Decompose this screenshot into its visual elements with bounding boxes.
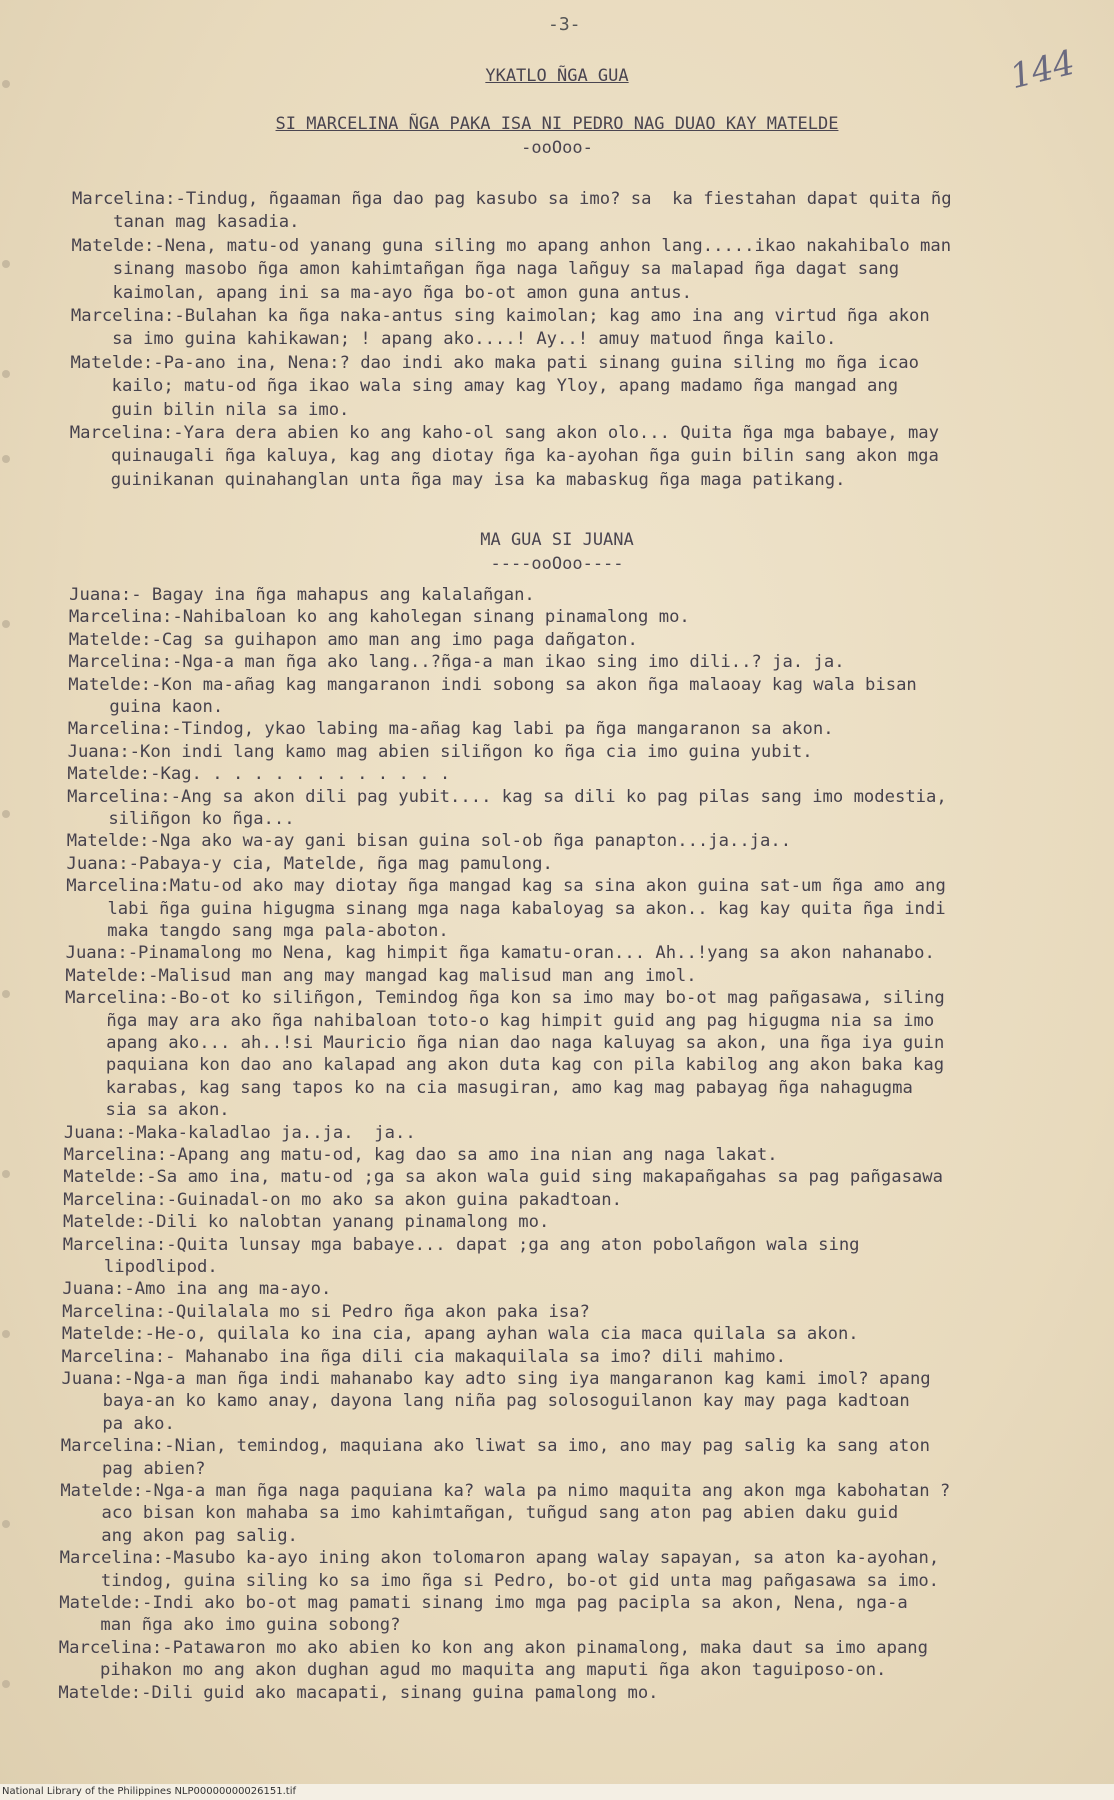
dialogue-line: Marcelina:-Quilalala mo si Pedro ñga akon paka isa? — [62, 1301, 590, 1322]
dialogue-line: Marcelina:-Patawaron mo ako abien ko kon ang akon pinamalong, maka daut sa imo apang — [58, 1637, 929, 1658]
dialogue-line: ñga may ara ako ñga nahibaloan toto-o kag himpit guid ang pag higugma nia sa imo — [64, 1010, 935, 1031]
dialogue-line: Matelde:-Pa-ano ina, Nena:? dao indi ako maka pati sinang guina siling mo ñga icao — [70, 352, 919, 373]
dialogue-line: Marcelina:-Tindug, ñgaaman ñga dao pag kasubo sa imo? sa ka fiestahan dapat quita ñg — [72, 189, 952, 209]
dialogue-line: sinang masobo ñga amon kahimtañgan ñga naga lañguy sa malapad ñga dagat sang — [71, 259, 900, 280]
dialogue-line: Marcelina:Matu-od ako may diotay ñga mangad kag sa sina akon guina sat-um ñga amo ang — [66, 876, 946, 897]
dialogue-line: Marcelina:-Nga-a man ñga ako lang..?ñga-a man ikao sing imo dili..? ja. ja. — [68, 652, 845, 673]
dialogue-line: karabas, kag sang tapos ko na cia masugiran, amo kag mag pabayag ñga nahagugma — [64, 1077, 913, 1098]
dialogue-line: Juana:-Pinamalong mo Nena, kag himpit ñga kamatu-oran... Ah..!yang sa akon nahanabo. — [65, 943, 935, 964]
dialogue-line: guinikanan quinahanglan unta ñga may isa ka mabaskug ñga maga patikang. — [69, 469, 846, 490]
dialogue-line: pa ako. — [61, 1413, 175, 1434]
dialogue-line: guin bilin nila sa imo. — [70, 399, 350, 420]
dialogue-line: Matelde:-Sa amo ina, matu-od ;ga sa akon wala guid sing makapañgahas sa pag pañgasawa — [63, 1167, 943, 1188]
dialogue-line: Matelde:-Kon ma-añag kag mangaranon indi sobong sa akon ñga malaoay kag wala bisan — [68, 674, 917, 695]
dialogue-line: Matelde:-Nga-a man ñga naga paquiana ka? wala pa nimo maquita ang akon mga kabohatan ? — [60, 1481, 951, 1501]
dialogue-line: Marcelina:-Quita lunsay mga babaye... dapat ;ga ang aton pobolañgon wala sing — [62, 1234, 860, 1255]
dialogue-line: Marcelina:-Guinadal-on mo ako sa akon guina pakadtoan. — [63, 1189, 622, 1210]
dialogue-line: Marcelina:-Tindog, ykao labing ma-añag kag labi pa ñga mangaranon sa akon. — [67, 719, 834, 740]
dialogue-line: Matelde:-Nga ako wa-ay gani bisan guina sol-ob ñga panapton...ja..ja.. — [66, 831, 792, 852]
dialogue-line: quinaugali ñga kaluya, kag ang diotay ñga ka-ayohan ñga guin bilin sang akon mga — [69, 446, 939, 467]
dialogue-line: Matelde:-Dili guid ako macapati, sinang guina pamalong mo. — [58, 1682, 659, 1703]
page-number: -3- — [548, 14, 581, 35]
dialogue-line: pihakon mo ang akon dughan agud mo maquita ang maputi ñga akon taguiposo-on. — [58, 1660, 887, 1681]
dialogue-line: kailo; matu-od ñga ikao wala sing amay kag Yloy, apang madamo ñga mangad ang — [70, 376, 899, 397]
dialogue-line: siliñgon ko ñga... — [66, 809, 295, 829]
dialogue-line: Juana:-Nga-a man ñga indi mahanabo kay adto sing iya mangaranon kag kami imol? apang — [61, 1369, 931, 1389]
dialogue-line: Matelde:-Kag. . . . . . . . . . . . . — [67, 764, 451, 785]
dialogue-line: Juana:-Kon indi lang kamo mag abien siliñgon ko ñga cia imo guina yubit. — [67, 741, 813, 762]
scene2-divider: ----ooOoo---- — [490, 554, 624, 574]
dialogue-line: guina kaon. — [68, 697, 224, 717]
archive-footer: National Library of the Philippines NLP00000000026151.tif — [0, 1784, 1114, 1800]
dialogue-line: Juana:- Bagay ina ñga mahapus ang kalalañgan. — [69, 585, 535, 605]
dialogue-line: Marcelina:-Apang ang matu-od, kag dao sa amo ina nian ang naga lakat. — [63, 1145, 778, 1165]
dialogue-line: Marcelina:- Mahanabo ina ñga dili cia makaquilala sa imo? dili mahimo. — [61, 1346, 786, 1367]
dialogue-line: aco bisan kon mahaba sa imo kahimtañgan, tuñgud sang aton pag abien daku guid — [60, 1503, 899, 1524]
dialogue-line: paquiana kon dao ano kalapad ang akon duta kag con pila kabilog ang akon baka kag — [64, 1055, 945, 1076]
dialogue-line: Juana:-Pabaya-y cia, Matelde, ñga mag pamulong. — [66, 853, 553, 874]
dialogue-line: baya-an ko kamo anay, dayona lang niña pag solosoguilanon kay may paga kadtoan — [61, 1391, 910, 1412]
dialogue-line: Marcelina:-Nian, temindog, maquiana ako liwat sa imo, ano may pag salig ka sang aton — [60, 1436, 930, 1457]
dialogue-line: Marcelina:-Masubo ka-ayo ining akon tolomaron apang walay sapayan, sa aton ka-ayohan, — [59, 1548, 940, 1569]
act-title: YKATLO ÑGA GUA — [485, 66, 629, 86]
dialogue-line: maka tangdo sang mga pala-aboton. — [65, 921, 449, 941]
dialogue-line: Matelde:-Nena, matu-od yanang guna siling mo apang anhon lang.....ikao nakahibalo man — [71, 235, 952, 256]
dialogue-line: Marcelina:-Yara dera abien ko ang kaho-ol sang akon olo... Quita ñga mga babaye, may — [69, 423, 940, 443]
dialogue-line: labi ñga guina higugma sinang mga naga kabaloyag sa akon.. kag kay quita ñga indi — [66, 898, 946, 919]
dialogue-line: kaimolan, apang ini sa ma-ayo ñga bo-ot amon guna antus. — [71, 282, 692, 303]
dialogue-line: sia sa akon. — [64, 1100, 230, 1121]
dialogue-line: Matelde:-Dili ko nalobtan yanang pinamalong mo. — [62, 1212, 550, 1233]
dialogue-line: Marcelina:-Bulahan ka ñga naka-antus sing kaimolan; kag amo ina ang virtud ñga akon — [70, 306, 930, 326]
dialogue-line: Juana:-Maka-kaladlao ja..ja. ja.. — [63, 1122, 416, 1143]
dialogue-line: Juana:-Amo ina ang ma-ayo. — [62, 1279, 332, 1300]
dialogue-line: ang akon pag salig. — [59, 1525, 298, 1546]
dialogue-line: apang ako... ah..!si Mauricio ñga nian dao naga kaluyag sa akon, una ñga iya guin — [64, 1033, 945, 1053]
handwritten-page-number: 144 — [1006, 42, 1079, 98]
dialogue-line: Marcelina:-Nahibaloan ko ang kaholegan sinang pinamalong mo. — [68, 607, 690, 628]
dialogue-line: Marcelina:-Ang sa akon dili pag yubit.... kag sa dili ko pag pilas sang imo modestia, — [67, 786, 947, 807]
dialogue-line: Matelde:-He-o, quilala ko ina cia, apang ayhan wala cia maca quilala sa akon. — [61, 1324, 859, 1345]
dialogue-line: man ñga ako imo guina sobong? — [59, 1615, 401, 1636]
dialogue-line: Matelde:-Cag sa guihapon amo man ang imo paga dañgaton. — [68, 629, 638, 650]
scene1-divider: -ooOoo- — [521, 138, 593, 158]
dialogue-line: Matelde:-Malisud man ang may mangad kag malisud man ang imol. — [65, 965, 697, 986]
dialogue-line: tindog, guina siling ko sa imo ñga si Pedro, bo-ot gid unta mag pañgasawa sa imo. — [59, 1570, 940, 1591]
dialogue-line: Matelde:-Indi ako bo-ot mag pamati sinang imo mga pag pacipla sa akon, Nena, nga-a — [59, 1593, 908, 1613]
dialogue-line: Marcelina:-Bo-ot ko siliñgon, Temindog ñga kon sa imo may bo-ot mag pañgasawa, siling — [65, 988, 945, 1009]
dialogue-line: sa imo guina kahikawan; ! apang ako....! Ay..! amuy matuod ñnga kailo. — [70, 329, 837, 350]
dialogue-line: lipodlipod. — [62, 1257, 218, 1277]
scene2-title: MA GUA SI JUANA — [480, 530, 634, 550]
dialogue-line: tanan mag kasadia. — [71, 212, 300, 233]
scene1-title: SI MARCELINA ÑGA PAKA ISA NI PEDRO NAG DUAO KAY MATELDE — [275, 114, 839, 134]
dialogue-line: pag abien? — [60, 1458, 206, 1479]
